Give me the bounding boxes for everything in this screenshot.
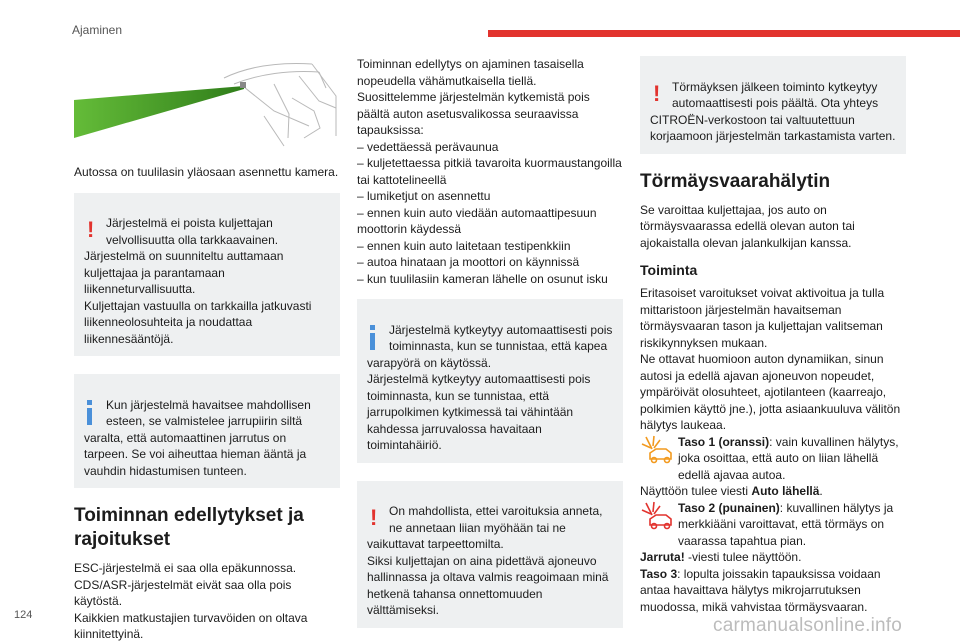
- level-1-title: Taso 1 (oranssi): [678, 434, 770, 449]
- message-suffix: .: [819, 484, 823, 498]
- level-3-item: [640, 566, 906, 616]
- watermark: carmanualsonline.info: [713, 615, 903, 636]
- level-3-text: : lopulta joissakin tapauksissa voidaan antaa havaittava hälytys mikrojarrutuksen muodossa, mikä vahvistaa törmäysvaaran.: [640, 566, 881, 614]
- message-suffix: -viesti tulee näyttöön.: [684, 550, 802, 564]
- info-box: [74, 374, 340, 488]
- level-1-message: [640, 483, 906, 500]
- warning-icon: !: [87, 217, 95, 242]
- warning-text: Törmäyksen jälkeen toiminto kytkeytyy automaattisesti pois päältä. Ota yhteys CITROËN-verkostoon tai valtuutettuun korjaamoon järjestelmän tarkastamista varten.: [650, 79, 896, 143]
- conditions-text: Toiminnan edellytys on ajaminen tasaisella nopeudella vähämutkaisella tiellä. Suosittelemme järjestelmän kytkemistä pois päältä auton asetusvalikossa seuraavissa tapauksissa: – vedettäessä perävaunua – kuljetettaessa pitkiä tavaroita kuormaustangoilla tai kattotelineellä – lumiketjut on asennettu – ennen kuin auto viedään automaattipesuun moottorin käydessä – ennen kuin auto laitetaan testipenkkiin – autoa hinataan ja moottori on käynnissä – kun tuulilasiin kameran lähelle on osunut isku: [357, 57, 622, 286]
- function-text: Eritasoiset varoitukset voivat aktivoitua ja tulla mittaristoon järjestelmän havaitseman törmäysvaaran tason ja kuljettajan valitseman riskikynnyksen mukaan. Ne ottavat huomioon auton dynamiikan, sinun autosi ja edellä ajavan ajoneuvon nopeudet, ympäröivät olosuhteet, ajotilanteen (kaarreajo, polkimien käyttö jne.), jotta asiaankuuluva välitön hälytys laukeaa.: [640, 286, 901, 432]
- page-number: 124: [14, 609, 33, 621]
- column-1: [74, 56, 340, 643]
- level-2-title: Taso 2 (punainen): [678, 500, 780, 515]
- level-2-item: [640, 500, 906, 550]
- message-text: Auto lähellä: [751, 484, 820, 498]
- level-2-message: [640, 549, 906, 566]
- message-text: Jarruta!: [640, 550, 685, 564]
- camera-icon: [240, 82, 246, 88]
- column-3: [640, 56, 906, 615]
- warning-box-3: [640, 56, 906, 154]
- camera-caption: Autossa on tuulilasin yläosaan asennettu kamera.: [74, 165, 339, 179]
- subheading: Toiminta: [640, 262, 698, 278]
- column-2: [357, 56, 623, 628]
- windshield-camera-illustration: [74, 56, 340, 156]
- intro-text: Se varoittaa kuljettajaa, jos auto on törmäysvaarassa edellä olevan auton tai ajokaistalla olevan jalankulkijan kanssa.: [640, 202, 855, 250]
- header-accent-bar: [488, 30, 960, 37]
- requirements-text: ESC-järjestelmä ei saa olla epäkunnossa. CDS/ASR-järjestelmät eivät saa olla pois käytöstä. Kaikkien matkustajien turvavöiden on oltava kiinnitettyinä.: [74, 561, 308, 641]
- collision-alert-icon: [640, 501, 674, 533]
- section-heading: Toiminnan edellytykset ja rajoitukset: [74, 505, 304, 550]
- level-1-text: : vain kuvallinen hälytys, joka osoittaa, että auto on liian lähellä edellä ajavaa autoa.: [678, 434, 899, 482]
- warning-box-2: [357, 481, 623, 628]
- info-icon: [365, 322, 383, 354]
- warning-text: On mahdollista, ettei varoituksia anneta, ne annetaan liian myöhään tai ne vaikuttavat tarpeettomilta. Siksi kuljettajan on aina pidettävä ajoneuvo hallinnassa ja oltava valmis reagoimaan minä hetkenä tahansa onnettomuuden välttämiseksi.: [367, 504, 609, 617]
- level-3-title: Taso 3: [640, 566, 678, 581]
- warning-text: Järjestelmä ei poista kuljettajan velvollisuutta olla tarkkaavainen. Järjestelmä on suunniteltu auttamaan kuljettajaa ja parantamaan liikenneturvallisuutta. Kuljettajan vastuulla on tarkkailla jatkuvasti liikenneolosuhteita ja noudattaa liikennesääntöjä.: [84, 216, 312, 346]
- info-text: Kun järjestelmä havaitsee mahdollisen esteen, se valmistelee jarrupiirin siltä varalta, että automaattinen jarrutus on tarpeen. Se voi aiheuttaa hieman ääntä ja vauhdin hidastumisen tunteen.: [84, 397, 311, 478]
- info-text: Järjestelmä kytkeytyy automaattisesti pois toiminnasta, kun se tunnistaa, että kapea varapyörä on käytössä. Järjestelmä kytkeytyy automaattisesti pois toiminnasta, kun se tunnistaa, että jarrupolkimen kytkimessä tai vähintään kahdessa jarruvalossa havaitaan toimintahäiriö.: [367, 322, 613, 452]
- warning-icon: !: [370, 505, 378, 530]
- warning-icon: !: [653, 80, 661, 106]
- section-heading: Törmäysvaarahälytin: [640, 170, 831, 192]
- info-icon: [82, 397, 100, 429]
- info-box-2: [357, 299, 623, 463]
- level-2-text: : kuvallinen hälytys ja merkkiääni varoittavat, että törmäys on vaarassa tapahtua pian.: [678, 500, 894, 548]
- message-prefix: Näyttöön tulee viesti: [640, 484, 752, 498]
- level-1-item: [640, 434, 906, 484]
- warning-box: [74, 193, 340, 357]
- section-title: Ajaminen: [72, 23, 123, 37]
- collision-warning-icon: [640, 435, 674, 467]
